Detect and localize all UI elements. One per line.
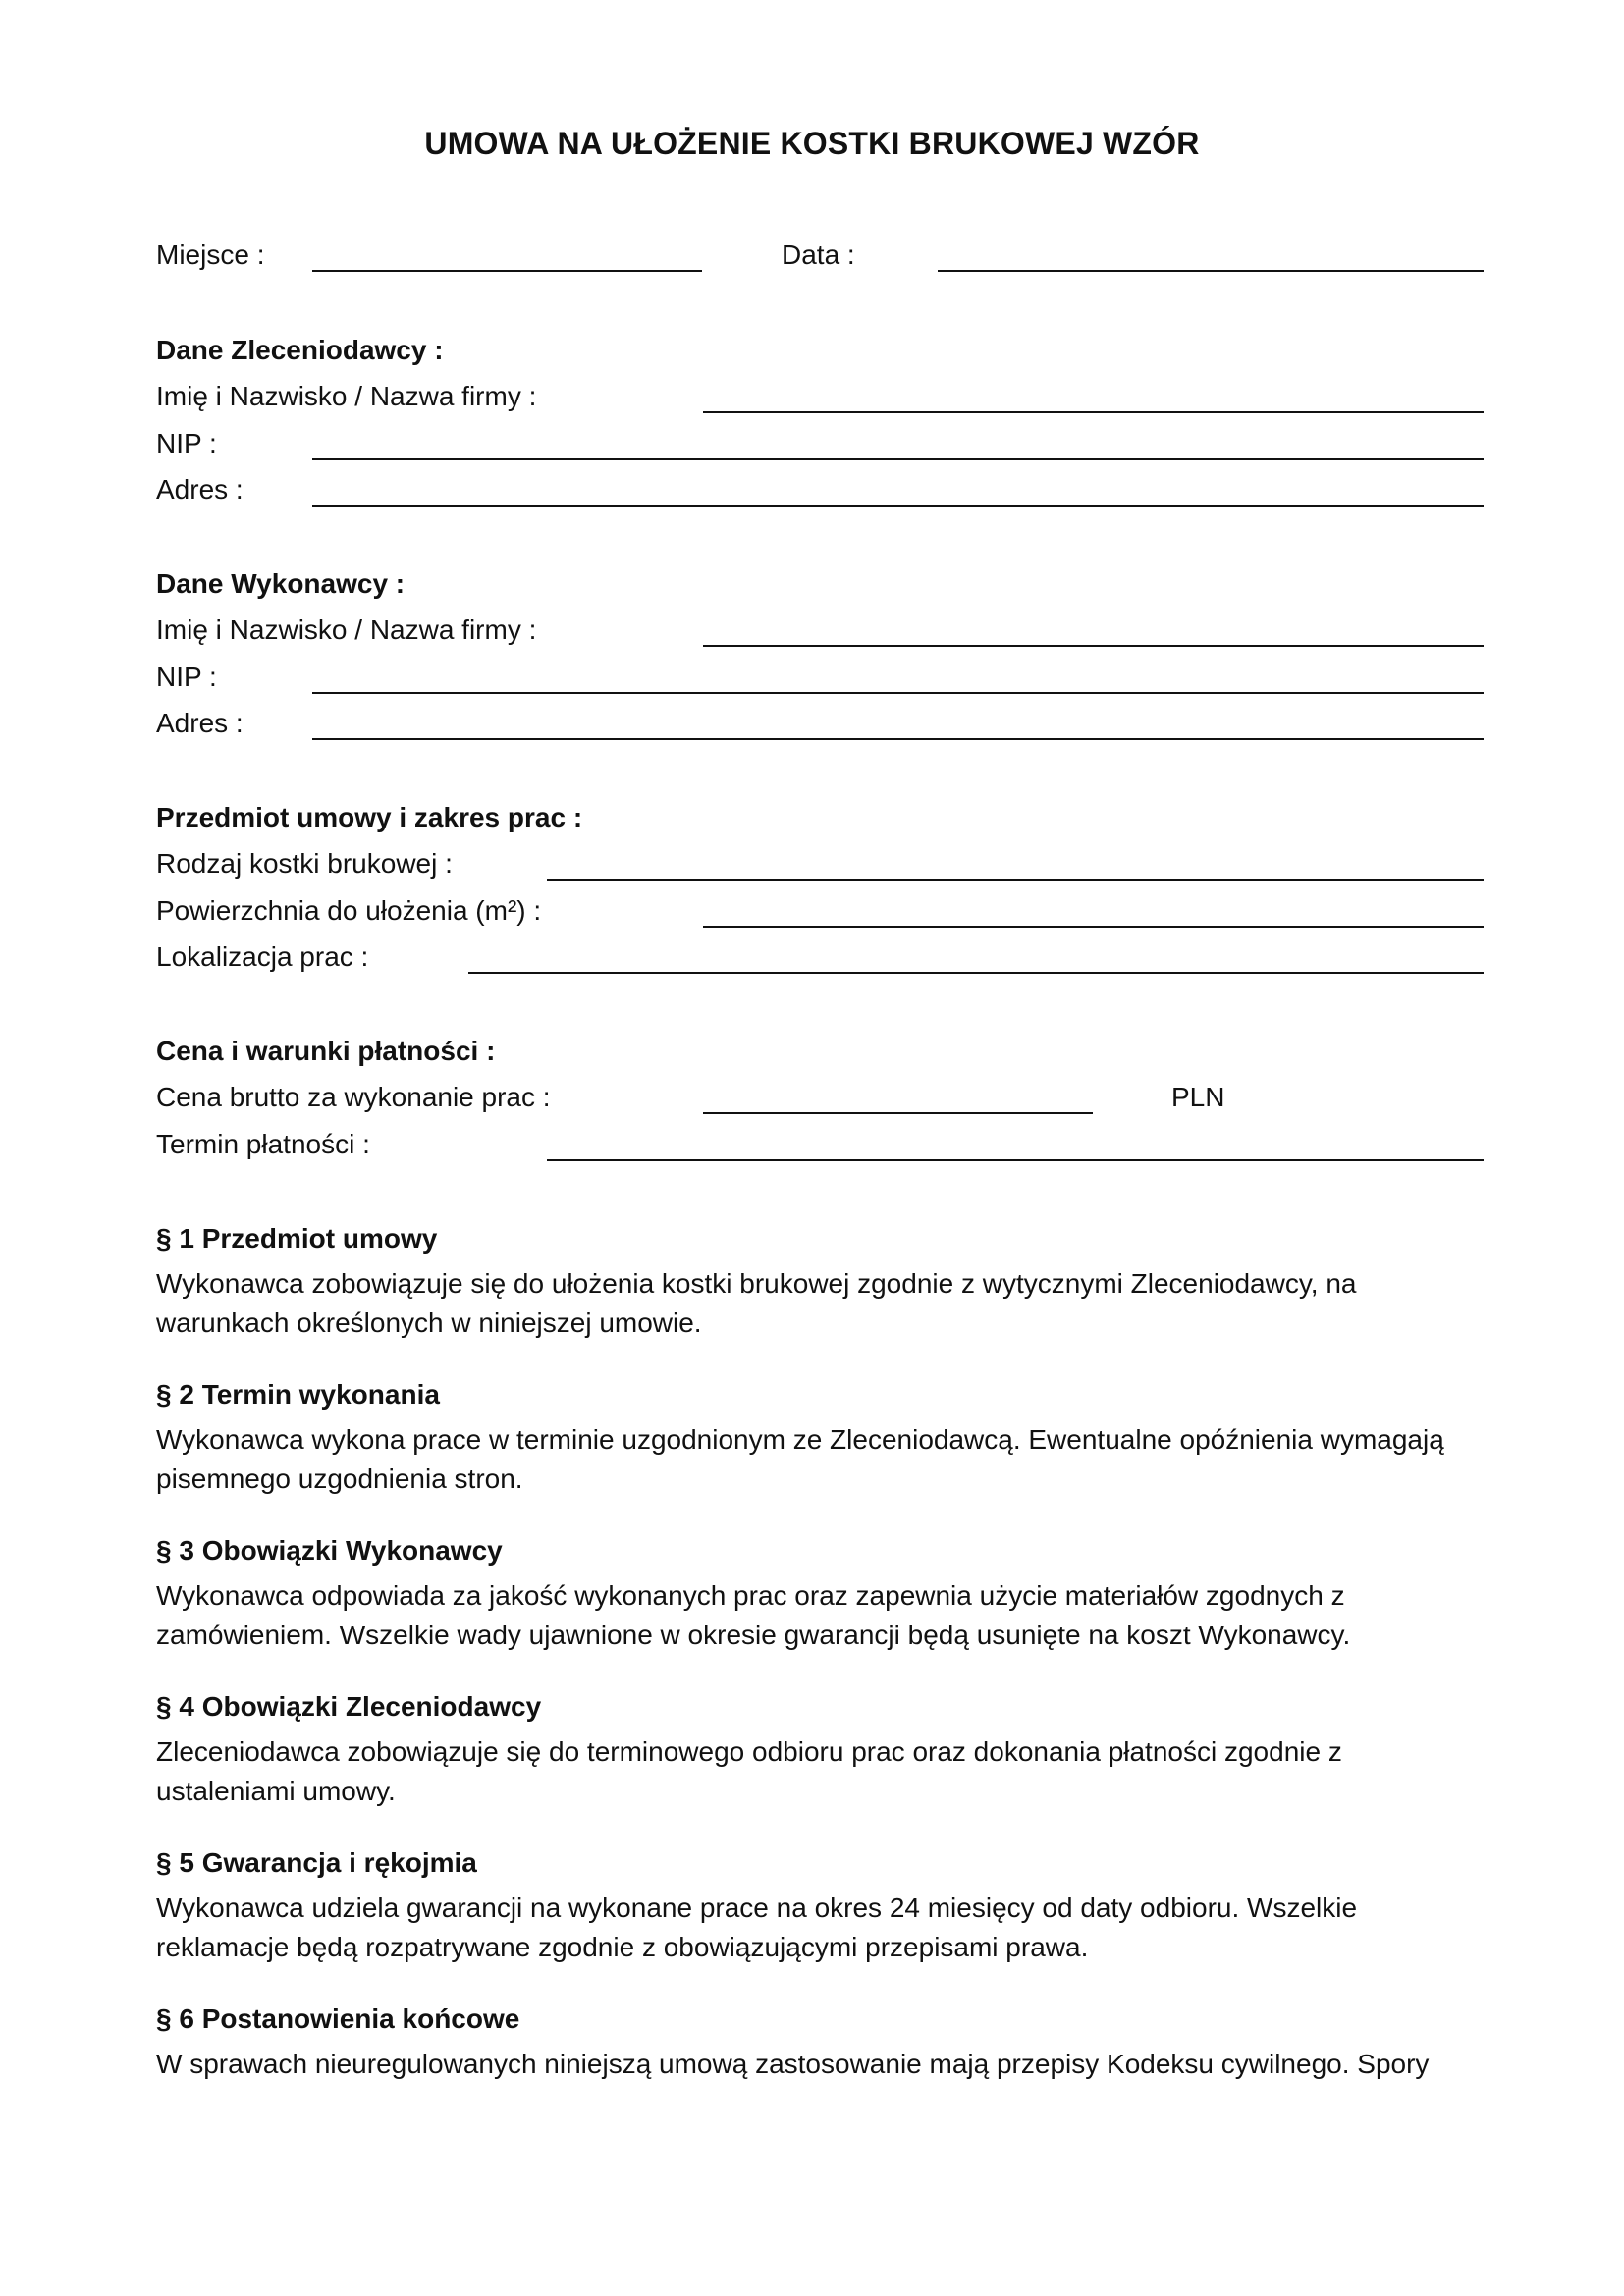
- contractor-name-field[interactable]: [703, 645, 1484, 647]
- section-3-line-1: Wykonawca odpowiada za jakość wykonanych prac oraz zapewnia użycie materiałów zgodnych z: [156, 1580, 1345, 1611]
- section-4-line-1: Zleceniodawca zobowiązuje się do terminowego odbioru prac oraz dokonania płatności zgodnie z: [156, 1736, 1342, 1767]
- contractor-name-label: Imię i Nazwisko / Nazwa firmy :: [156, 614, 537, 645]
- section-5-body: [156, 1889, 1491, 1967]
- section-3-body: [156, 1576, 1491, 1655]
- document-title: UMOWA NA UŁOŻENIE KOSTKI BRUKOWEJ WZÓR: [424, 126, 1200, 161]
- client-name-label: Imię i Nazwisko / Nazwa firmy :: [156, 381, 537, 411]
- currency-label: PLN: [1171, 1082, 1225, 1112]
- area-label: Powierzchnia do ułożenia (m²) :: [156, 895, 542, 926]
- date-field[interactable]: [938, 270, 1484, 272]
- place-label: Miejsce :: [156, 240, 265, 270]
- contractor-address-field[interactable]: [312, 738, 1484, 740]
- section-6-line-1: W sprawach nieuregulowanych niniejszą umową zastosowanie mają przepisy Kodeksu cywilnego. Spory: [156, 2049, 1430, 2079]
- location-label: Lokalizacja prac :: [156, 941, 369, 972]
- section-2-title: § 2 Termin wykonania: [156, 1379, 440, 1410]
- client-name-field[interactable]: [703, 411, 1484, 413]
- section-1-line-2: warunkach określonych w niniejszej umowie.: [156, 1308, 702, 1338]
- section-2-body: [156, 1420, 1491, 1499]
- client-address-label: Adres :: [156, 474, 244, 505]
- contractor-address-label: Adres :: [156, 708, 244, 738]
- paving-type-field[interactable]: [547, 879, 1484, 881]
- payment-term-field[interactable]: [547, 1159, 1484, 1161]
- price-label: Cena brutto za wykonanie prac :: [156, 1082, 551, 1112]
- paving-type-label: Rodzaj kostki brukowej :: [156, 848, 453, 879]
- section-5-line-1: Wykonawca udziela gwarancji na wykonane prace na okres 24 miesięcy od daty odbioru. Wszelkie: [156, 1893, 1358, 1923]
- section-4-body: [156, 1733, 1491, 1811]
- client-heading: Dane Zleceniodawcy :: [156, 335, 444, 365]
- section-1-title: § 1 Przedmiot umowy: [156, 1223, 438, 1254]
- section-4-line-2: ustaleniami umowy.: [156, 1776, 396, 1806]
- section-5-line-2: reklamacje będą rozpatrywane zgodnie z obowiązującymi przepisami prawa.: [156, 1932, 1089, 1962]
- client-nip-field[interactable]: [312, 458, 1484, 460]
- location-field[interactable]: [468, 972, 1484, 974]
- date-label: Data :: [782, 240, 855, 270]
- contractor-nip-field[interactable]: [312, 692, 1484, 694]
- contractor-nip-label: NIP :: [156, 662, 217, 692]
- section-2-line-2: pisemnego uzgodnienia stron.: [156, 1464, 523, 1494]
- subject-heading: Przedmiot umowy i zakres prac :: [156, 802, 583, 832]
- section-1-body: [156, 1264, 1491, 1343]
- payment-term-label: Termin płatności :: [156, 1129, 370, 1159]
- section-4-title: § 4 Obowiązki Zleceniodawcy: [156, 1691, 542, 1722]
- payment-heading: Cena i warunki płatności :: [156, 1036, 496, 1066]
- price-field[interactable]: [703, 1112, 1093, 1114]
- area-field[interactable]: [703, 926, 1484, 928]
- client-nip-label: NIP :: [156, 428, 217, 458]
- contractor-heading: Dane Wykonawcy :: [156, 568, 406, 599]
- client-address-field[interactable]: [312, 505, 1484, 507]
- section-1-line-1: Wykonawca zobowiązuje się do ułożenia kostki brukowej zgodnie z wytycznymi Zleceniodawcy, na: [156, 1268, 1357, 1299]
- section-6-body: [156, 2045, 1491, 2084]
- section-3-line-2: zamówieniem. Wszelkie wady ujawnione w okresie gwarancji będą usunięte na koszt Wykonawcy.: [156, 1620, 1351, 1650]
- section-6-title: § 6 Postanowienia końcowe: [156, 2003, 520, 2034]
- section-2-line-1: Wykonawca wykona prace w terminie uzgodnionym ze Zleceniodawcą. Ewentualne opóźnienia wymagają: [156, 1424, 1444, 1455]
- section-3-title: § 3 Obowiązki Wykonawcy: [156, 1535, 503, 1566]
- section-5-title: § 5 Gwarancja i rękojmia: [156, 1847, 477, 1878]
- place-field[interactable]: [312, 270, 702, 272]
